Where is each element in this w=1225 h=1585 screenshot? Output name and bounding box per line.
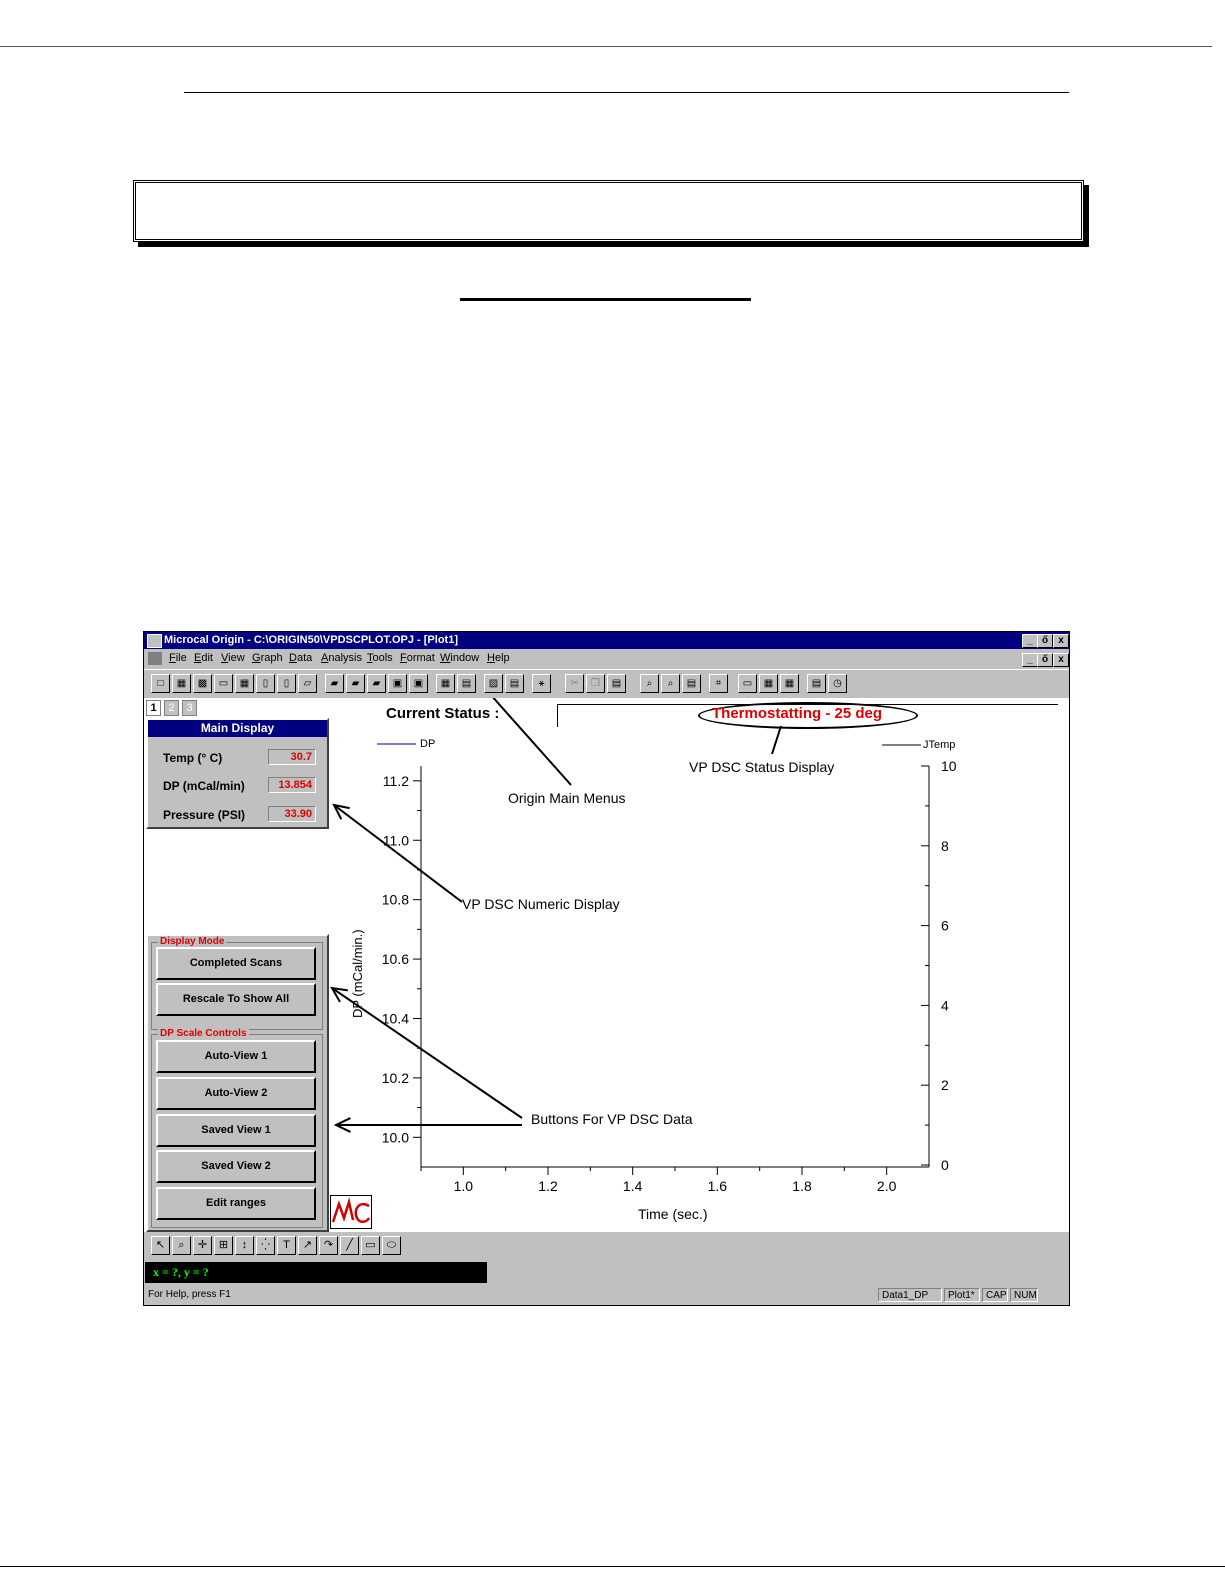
y-tick-label: 10.0 — [381, 1129, 409, 1146]
page-top-rule — [0, 46, 1212, 47]
saved-view-1-button[interactable]: Saved View 1 — [156, 1114, 316, 1147]
print-data-icon[interactable]: ▦ — [436, 674, 455, 693]
dp-value: 13.854 — [268, 777, 316, 793]
pointer-tool-icon[interactable]: ↖ — [151, 1236, 170, 1255]
line-tool-icon[interactable]: ╱ — [340, 1236, 359, 1255]
display-mode-label: Display Mode — [160, 936, 225, 947]
rescale-icon[interactable]: ⌗ — [709, 674, 728, 693]
project-explorer-icon[interactable]: ⚹ — [532, 674, 551, 693]
menu-view[interactable]: View — [221, 652, 245, 664]
dp-scale-controls-label: DP Scale Controls — [160, 1028, 247, 1039]
doc-restore-icon[interactable]: ő — [1037, 653, 1053, 667]
cut-icon[interactable]: ✂ — [565, 674, 584, 693]
origin-window — [143, 631, 1070, 1306]
pressure-label: Pressure (PSI) — [163, 808, 246, 822]
x-tick-label: 1.6 — [707, 1178, 728, 1194]
text-tool-icon[interactable]: T — [277, 1236, 296, 1255]
section-title-rule — [460, 298, 751, 301]
merge-icon[interactable]: ▦ — [759, 674, 778, 693]
clock-icon[interactable]: ◷ — [828, 674, 847, 693]
menu-graph[interactable]: Graph — [252, 652, 283, 664]
results-log-icon[interactable]: ▤ — [807, 674, 826, 693]
new-notes-icon[interactable]: ▱ — [298, 674, 317, 693]
annotation-status-display: VP DSC Status Display — [689, 759, 835, 775]
refresh-icon[interactable]: ▨ — [484, 674, 503, 693]
menu-edit[interactable]: Edit — [194, 652, 213, 664]
data-selector-icon[interactable]: ↕ — [235, 1236, 254, 1255]
close-icon[interactable]: x — [1053, 634, 1069, 648]
y-tick-label: 10.4 — [381, 1010, 409, 1027]
draw-data-icon[interactable]: ⁛ — [256, 1236, 275, 1255]
y2-tick-label: 8 — [941, 837, 949, 854]
layer-tab-3[interactable]: 3 — [182, 700, 197, 716]
new-excel-icon[interactable]: ▩ — [193, 674, 212, 693]
x-tick-label: 2.0 — [876, 1178, 897, 1194]
status-text: Thermostatting - 25 deg — [712, 705, 883, 722]
menu-help[interactable]: Help — [487, 652, 510, 664]
status-bar — [144, 1287, 1069, 1304]
y-tick-label: 11.2 — [382, 772, 409, 789]
doc-minimize-icon[interactable]: _ — [1022, 653, 1038, 667]
new-matrix-icon[interactable]: ▦ — [235, 674, 254, 693]
x-axis-label: Time (sec.) — [638, 1206, 708, 1222]
layer-tab-2[interactable]: 2 — [164, 700, 179, 716]
data-reader-icon[interactable]: ⊞ — [214, 1236, 233, 1255]
y-tick-label: 11.0 — [382, 832, 409, 849]
chapter-title-box — [133, 180, 1084, 242]
menu-format[interactable]: Format — [400, 652, 435, 664]
document-icon[interactable] — [148, 652, 162, 665]
duplicate-icon[interactable]: ▤ — [505, 674, 524, 693]
menu-tools[interactable]: Tools — [367, 652, 393, 664]
temp-value: 30.7 — [268, 749, 316, 765]
new-function-icon[interactable]: ▯ — [256, 674, 275, 693]
y2-tick-label: 10 — [941, 758, 957, 774]
rectangle-tool-icon[interactable]: ▭ — [361, 1236, 380, 1255]
main-menus-pointer — [474, 698, 571, 785]
menu-window[interactable]: Window — [440, 652, 480, 664]
screen-reader-icon[interactable]: ✛ — [193, 1236, 212, 1255]
legend-dp: DP — [420, 738, 436, 750]
status-help-text: For Help, press F1 — [148, 1289, 231, 1300]
auto-view-1-button[interactable]: Auto-View 1 — [156, 1040, 316, 1073]
menu-analysis[interactable]: Analysis — [321, 652, 362, 664]
annotation-main-menus: Origin Main Menus — [508, 790, 626, 806]
app-icon — [147, 634, 162, 648]
saved-view-2-button[interactable]: Saved View 2 — [156, 1150, 316, 1183]
status-caps: CAP — [982, 1288, 1008, 1302]
new-project-icon[interactable]: □ — [151, 674, 170, 693]
x-tick-label: 1.4 — [622, 1178, 643, 1194]
status-window: Plot1* — [944, 1288, 980, 1302]
completed-scans-button[interactable]: Completed Scans — [156, 947, 316, 980]
curved-arrow-icon[interactable]: ↷ — [319, 1236, 338, 1255]
new-graph-icon[interactable]: ▭ — [214, 674, 233, 693]
status-display-pointer — [772, 726, 781, 754]
window-title: Microcal Origin - C:\ORIGIN50\VPDSCPLOT.OPJ - [Plot1] — [164, 634, 458, 646]
arrange-icon[interactable]: ▦ — [780, 674, 799, 693]
open-icon[interactable]: ▰ — [325, 674, 344, 693]
menu-file[interactable]: File — [169, 652, 187, 664]
numeric-display-arrow — [334, 805, 462, 902]
numeric-display-title: Main Display — [148, 720, 327, 737]
x-tick-label: 1.0 — [453, 1178, 474, 1194]
page-bottom-rule — [0, 1566, 1225, 1567]
import-icon[interactable]: ▰ — [367, 674, 386, 693]
dp-label: DP (mCal/min) — [163, 779, 245, 793]
status-num: NUM — [1010, 1288, 1038, 1302]
layer-icon[interactable]: ▭ — [738, 674, 757, 693]
x-tick-label: 1.2 — [538, 1178, 558, 1194]
annotation-buttons: Buttons For VP DSC Data — [531, 1111, 693, 1127]
plot-window — [144, 698, 1069, 1232]
ellipse-tool-icon[interactable]: ⬭ — [382, 1236, 401, 1255]
copy-icon[interactable]: ❐ — [586, 674, 605, 693]
y2-tick-label: 6 — [941, 917, 949, 934]
x-tick-label: 1.8 — [792, 1178, 812, 1194]
doc-close-icon[interactable]: x — [1053, 653, 1069, 667]
zoom-out-icon[interactable]: ⌕ — [661, 674, 680, 693]
coordinate-readout: x = ?, y = ? — [145, 1262, 487, 1283]
print-icon[interactable]: ▤ — [457, 674, 476, 693]
new-worksheet-icon[interactable]: ▦ — [172, 674, 191, 693]
y2-tick-label: 0 — [941, 1157, 949, 1173]
header-rule — [184, 92, 1069, 93]
edit-ranges-button[interactable]: Edit ranges — [156, 1187, 316, 1220]
standard-toolbar — [144, 669, 1069, 699]
title-bar — [144, 632, 1069, 649]
dp-chart — [144, 698, 1069, 1232]
temp-label: Temp (° C) — [163, 751, 223, 765]
paste-icon[interactable]: ▤ — [607, 674, 626, 693]
bottom-area — [144, 1232, 1069, 1305]
y-axis-label: DP (mCal/min.) — [350, 929, 365, 1018]
y2-tick-label: 4 — [941, 997, 949, 1014]
save-template-icon[interactable]: ▣ — [409, 674, 428, 693]
annotation-numeric-display: VP DSC Numeric Display — [462, 896, 620, 912]
zoom-in-icon[interactable]: ⌕ — [640, 674, 659, 693]
layer-tab-1[interactable]: 1 — [146, 700, 161, 716]
legend-jtemp: JTemp — [923, 739, 956, 751]
pressure-value: 33.90 — [268, 806, 316, 822]
zoom-tool-icon[interactable]: ⌕ — [172, 1236, 191, 1255]
y-tick-label: 10.2 — [381, 1069, 409, 1086]
open-template-icon[interactable]: ▰ — [346, 674, 365, 693]
arrow-tool-icon[interactable]: ↗ — [298, 1236, 317, 1255]
y2-tick-label: 2 — [941, 1077, 949, 1094]
menu-data[interactable]: Data — [289, 652, 313, 664]
status-dataset: Data1_DP — [878, 1288, 942, 1302]
y-tick-label: 10.6 — [381, 951, 409, 968]
current-status-label: Current Status : — [386, 705, 500, 722]
y-tick-label: 10.8 — [381, 891, 409, 908]
new-layout-icon[interactable]: ▯ — [277, 674, 296, 693]
save-icon[interactable]: ▣ — [388, 674, 407, 693]
whole-page-icon[interactable]: ▤ — [682, 674, 701, 693]
restore-icon[interactable]: ő — [1037, 634, 1053, 648]
rescale-to-show-all-button[interactable]: Rescale To Show All — [156, 983, 316, 1016]
menu-bar — [144, 650, 1069, 668]
auto-view-2-button[interactable]: Auto-View 2 — [156, 1077, 316, 1110]
minimize-icon[interactable]: _ — [1022, 634, 1038, 648]
